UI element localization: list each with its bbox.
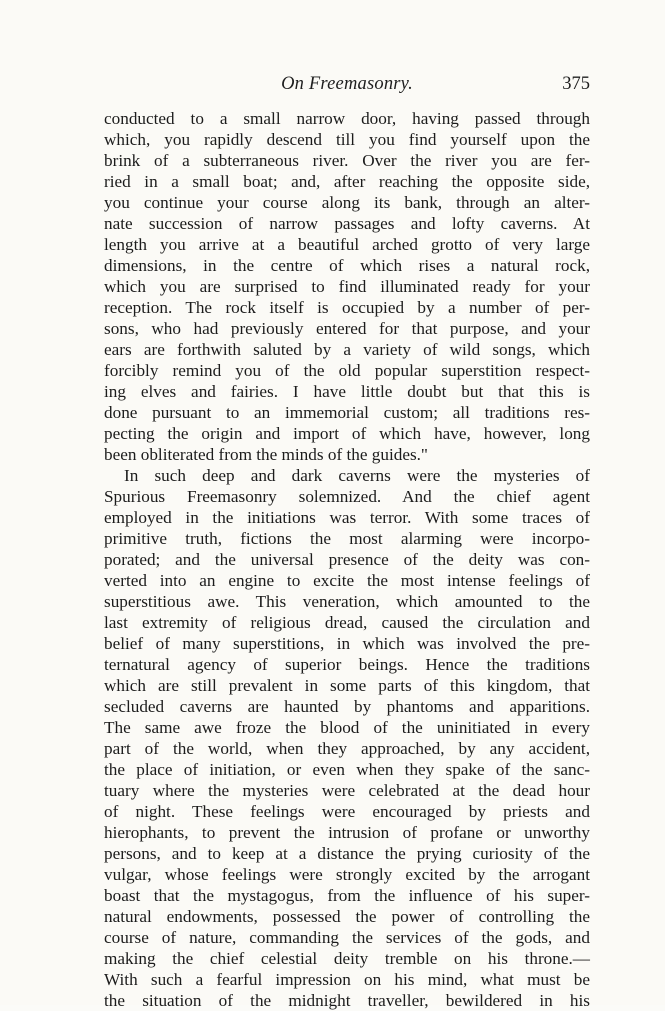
- running-head: [104, 74, 590, 98]
- text-line: brink of a subterraneous river. Over the river you are fer-: [104, 151, 590, 170]
- text-line: part of the world, when they approached, by any accident,: [104, 739, 590, 758]
- text-line: vulgar, whose feelings were strongly excited by the arrogant: [104, 865, 590, 884]
- text-line: of night. These feelings were encouraged by priests and: [104, 802, 590, 821]
- text-line: ried in a small boat; and, after reaching the opposite side,: [104, 172, 590, 191]
- text-line: which are still prevalent in some parts of this kingdom, that: [104, 676, 590, 695]
- running-title: On Freemasonry.: [281, 74, 413, 94]
- text-line: In such deep and dark caverns were the mysteries of: [124, 466, 590, 485]
- page-number: 375: [562, 74, 590, 94]
- text-line: boast that the mystagogus, from the influence of his super-: [104, 886, 590, 905]
- text-line: nate succession of narrow passages and lofty caverns. At: [104, 214, 590, 233]
- text-line: the situation of the midnight traveller, bewildered in his: [104, 991, 590, 1010]
- text-line: hierophants, to prevent the intrusion of profane or unworthy: [104, 823, 590, 842]
- text-line: pecting the origin and import of which have, however, long: [104, 424, 590, 443]
- text-line: verted into an engine to excite the most intense feelings of: [104, 571, 590, 590]
- text-line: employed in the initiations was terror. With some traces of: [104, 508, 590, 527]
- text-line: primitive truth, fictions the most alarming were incorpo-: [104, 529, 590, 548]
- text-line: natural endowments, possessed the power of controlling the: [104, 907, 590, 926]
- text-line: the place of initiation, or even when they spake of the sanc-: [104, 760, 590, 779]
- text-line: ternatural agency of superior beings. Hence the traditions: [104, 655, 590, 674]
- text-line: Spurious Freemasonry solemnized. And the chief agent: [104, 487, 590, 506]
- text-line: done pursuant to an immemorial custom; all traditions res-: [104, 403, 590, 422]
- text-line: reception. The rock itself is occupied by a number of per-: [104, 298, 590, 317]
- text-line: ears are forthwith saluted by a variety of wild songs, which: [104, 340, 590, 359]
- text-line: tuary where the mysteries were celebrated at the dead hour: [104, 781, 590, 800]
- text-line: persons, and to keep at a distance the prying curiosity of the: [104, 844, 590, 863]
- text-line: you continue your course along its bank, through an alter-: [104, 193, 590, 212]
- text-line: conducted to a small narrow door, having passed through: [104, 109, 590, 128]
- text-line: course of nature, commanding the services of the gods, and: [104, 928, 590, 947]
- text-line: last extremity of religious dread, caused the circulation and: [104, 613, 590, 632]
- text-line: which you are surprised to find illuminated ready for your: [104, 277, 590, 296]
- text-line: which, you rapidly descend till you find yourself upon the: [104, 130, 590, 149]
- text-line: making the chief celestial deity tremble on his throne.—: [104, 949, 590, 968]
- text-line: length you arrive at a beautiful arched grotto of very large: [104, 235, 590, 254]
- text-line: sons, who had previously entered for that purpose, and your: [104, 319, 590, 338]
- text-line: superstitious awe. This veneration, which amounted to the: [104, 592, 590, 611]
- text-line: With such a fearful impression on his mind, what must be: [104, 970, 590, 989]
- text-line: dimensions, in the centre of which rises a natural rock,: [104, 256, 590, 275]
- text-line: The same awe froze the blood of the uninitiated in every: [104, 718, 590, 737]
- text-line: been obliterated from the minds of the guides.": [104, 445, 428, 464]
- text-line: porated; and the universal presence of the deity was con-: [104, 550, 590, 569]
- text-line: forcibly remind you of the old popular superstition respect-: [104, 361, 590, 380]
- text-line: secluded caverns are haunted by phantoms and apparitions.: [104, 697, 590, 716]
- body-text: [104, 108, 590, 1011]
- text-line: ing elves and fairies. I have little doubt but that this is: [104, 382, 590, 401]
- text-line: belief of many superstitions, in which was involved the pre-: [104, 634, 590, 653]
